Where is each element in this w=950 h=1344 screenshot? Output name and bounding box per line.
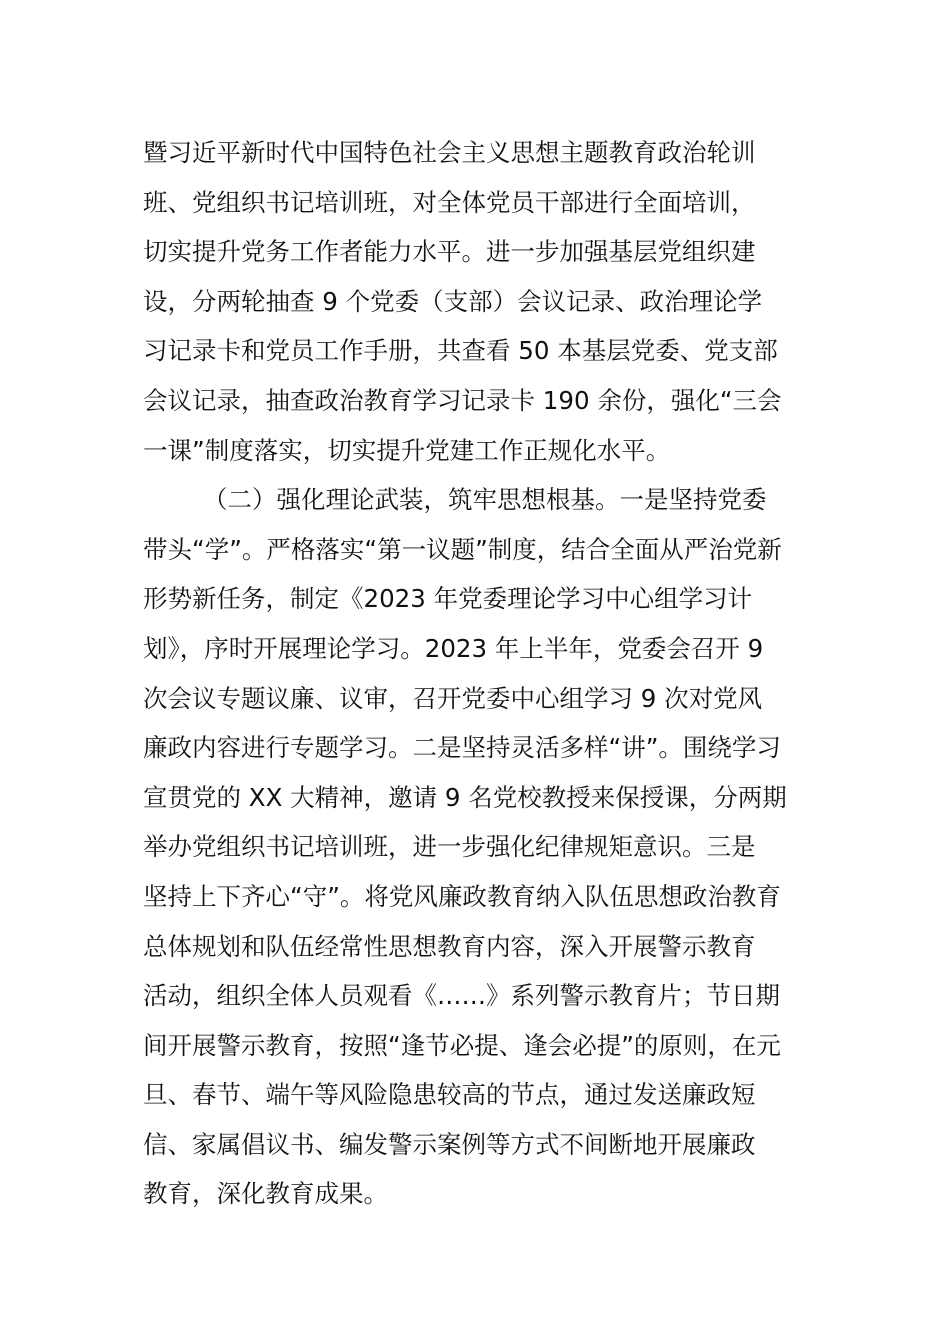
text-line: 会议记录，抽查政治教育学习记录卡 190 余份，强化“三会 <box>143 385 782 415</box>
text-line: 次会议专题议廉、议审，召开党委中心组学习 9 次对党风 <box>143 683 763 713</box>
text-line: 班、党组织书记培训班，对全体党员干部进行全面培训， <box>143 187 756 217</box>
text-line: 总体规划和队伍经常性思想教育内容，深入开展警示教育 <box>143 931 756 961</box>
text-line: 带头“学”。严格落实“第一议题”制度，结合全面从严治党新 <box>143 534 782 564</box>
section-heading-line: （二）强化理论武装，筑牢思想根基。一是坚持党委 <box>203 485 767 515</box>
text-line: 活动，组织全体人员观看《……》系列警示教育片；节日期 <box>143 981 780 1011</box>
text-line: 旦、春节、端午等风险隐患较高的节点，通过发送廉政短 <box>143 1080 756 1110</box>
text-line: 暨习近平新时代中国特色社会主义思想主题教育政治轮训 <box>143 138 756 167</box>
text-line: 一课”制度落实，切实提升党建工作正规化水平。 <box>143 435 671 465</box>
text-line: 设，分两轮抽查 9 个党委（支部）会议记录、政治理论学 <box>143 286 763 316</box>
body-text <box>143 128 813 1219</box>
text-line: 习记录卡和党员工作手册，共查看 50 本基层党委、党支部 <box>143 336 778 366</box>
text-line: 举办党组织书记培训班，进一步强化纪律规矩意识。三是 <box>143 832 756 862</box>
text-line: 划》，序时开展理论学习。2023 年上半年，党委会召开 9 <box>143 633 764 663</box>
text-line: 信、家属倡议书、编发警示案例等方式不间断地开展廉政 <box>143 1129 756 1159</box>
text-line: 形势新任务，制定《2023 年党委理论学习中心组学习计 <box>143 584 753 614</box>
text-line: 间开展警示教育，按照“逢节必提、逢会必提”的原则，在元 <box>143 1030 781 1060</box>
text-line: 切实提升党务工作者能力水平。进一步加强基层党组织建 <box>143 237 756 267</box>
text-line: 廉政内容进行专题学习。二是坚持灵活多样“讲”。围绕学习 <box>143 733 781 763</box>
text-line: 教育，深化教育成果。 <box>143 1179 388 1209</box>
text-line: 宣贯党的 XX 大精神，邀请 9 名党校教授来保授课，分两期 <box>143 782 787 812</box>
text-line: 坚持上下齐心“守”。将党风廉政教育纳入队伍思想政治教育 <box>143 881 781 911</box>
